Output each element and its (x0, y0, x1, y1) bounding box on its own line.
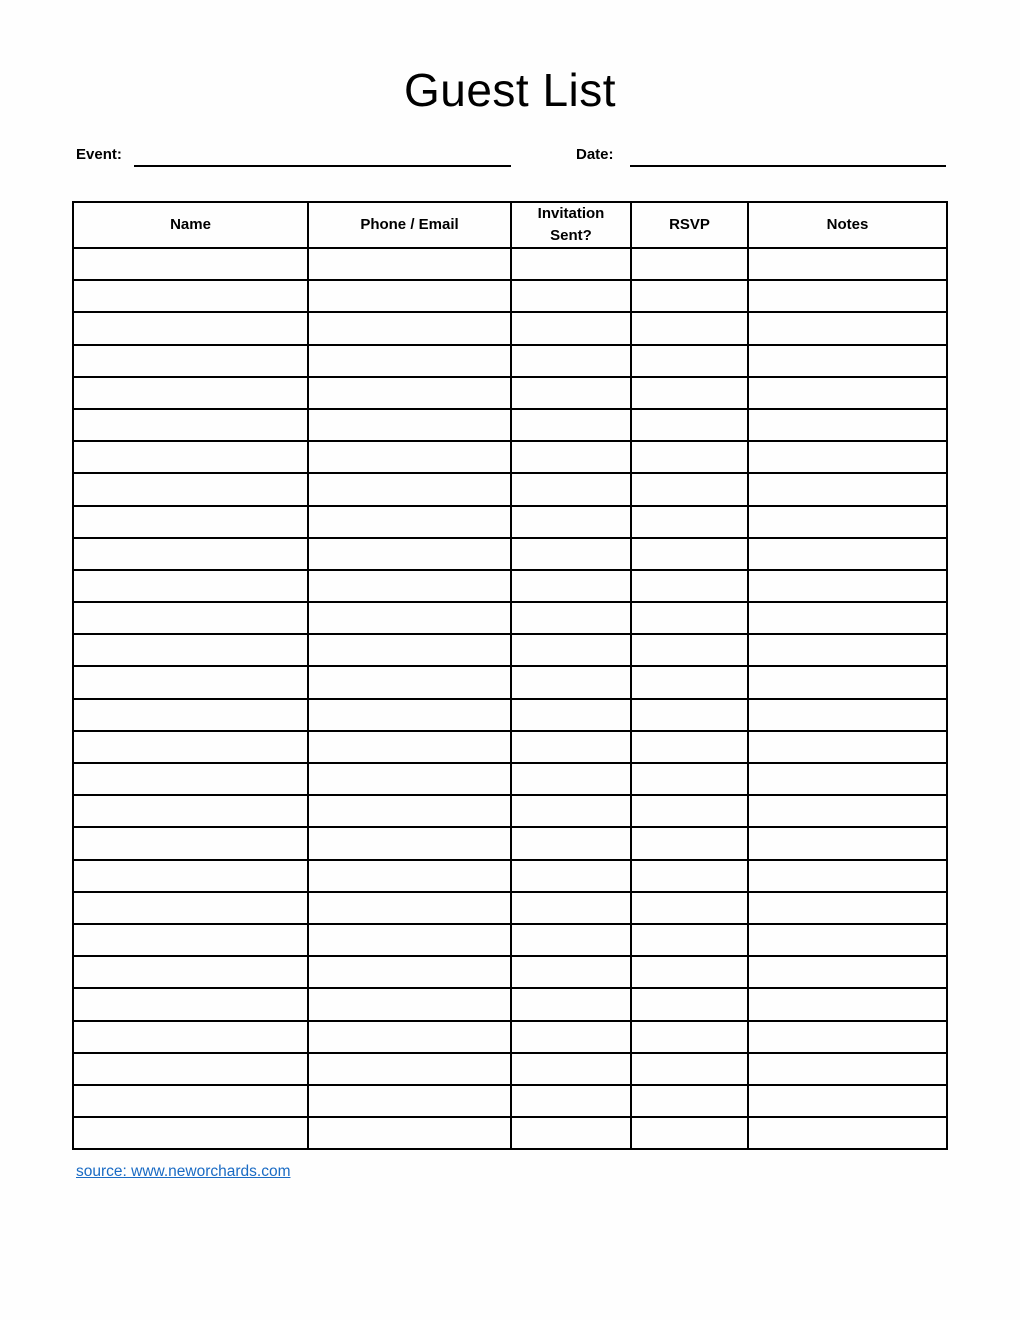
phone-email-cell[interactable] (308, 1021, 511, 1053)
notes-cell[interactable] (748, 1117, 947, 1149)
rsvp-cell[interactable] (631, 1085, 748, 1117)
table-row (73, 988, 947, 1020)
table-row (73, 506, 947, 538)
table-row (73, 1021, 947, 1053)
event-field[interactable] (134, 165, 511, 167)
phone-email-cell[interactable] (308, 409, 511, 441)
notes-cell[interactable] (748, 892, 947, 924)
notes-cell[interactable] (748, 538, 947, 570)
table-row (73, 377, 947, 409)
phone-email-cell[interactable] (308, 538, 511, 570)
phone-email-cell[interactable] (308, 506, 511, 538)
rsvp-cell[interactable] (631, 506, 748, 538)
notes-cell[interactable] (748, 280, 947, 312)
invitation-sent-cell[interactable] (511, 1053, 631, 1085)
name-cell[interactable] (73, 1117, 308, 1149)
phone-email-cell[interactable] (308, 570, 511, 602)
phone-email-cell[interactable] (308, 280, 511, 312)
phone-email-cell[interactable] (308, 699, 511, 731)
phone-email-cell[interactable] (308, 1053, 511, 1085)
rsvp-cell[interactable] (631, 570, 748, 602)
invitation-sent-cell[interactable] (511, 312, 631, 344)
phone-email-cell[interactable] (308, 860, 511, 892)
notes-cell[interactable] (748, 860, 947, 892)
notes-cell[interactable] (748, 473, 947, 505)
rsvp-cell[interactable] (631, 345, 748, 377)
rsvp-cell[interactable] (631, 634, 748, 666)
rsvp-cell[interactable] (631, 280, 748, 312)
table-row (73, 699, 947, 731)
name-cell[interactable] (73, 602, 308, 634)
name-cell[interactable] (73, 280, 308, 312)
table-row (73, 473, 947, 505)
notes-cell[interactable] (748, 345, 947, 377)
invitation-sent-cell[interactable] (511, 280, 631, 312)
name-cell[interactable] (73, 409, 308, 441)
rsvp-cell[interactable] (631, 924, 748, 956)
table-row (73, 1053, 947, 1085)
rsvp-cell[interactable] (631, 248, 748, 280)
rsvp-cell[interactable] (631, 377, 748, 409)
notes-cell[interactable] (748, 731, 947, 763)
rsvp-cell[interactable] (631, 860, 748, 892)
table-row (73, 860, 947, 892)
invitation-sent-cell[interactable] (511, 602, 631, 634)
table-row (73, 666, 947, 698)
date-label: Date: (576, 146, 614, 163)
name-cell[interactable] (73, 506, 308, 538)
notes-cell[interactable] (748, 570, 947, 602)
rsvp-cell[interactable] (631, 731, 748, 763)
phone-email-cell[interactable] (308, 248, 511, 280)
table-row (73, 570, 947, 602)
rsvp-cell[interactable] (631, 956, 748, 988)
notes-cell[interactable] (748, 988, 947, 1020)
name-cell[interactable] (73, 988, 308, 1020)
source-link[interactable]: source: www.neworchards.com (76, 1163, 291, 1180)
rsvp-cell[interactable] (631, 312, 748, 344)
invitation-sent-cell[interactable] (511, 699, 631, 731)
invitation-sent-cell[interactable] (511, 988, 631, 1020)
invitation-sent-cell[interactable] (511, 473, 631, 505)
notes-cell[interactable] (748, 827, 947, 859)
invitation-sent-cell[interactable] (511, 1117, 631, 1149)
table-row (73, 280, 947, 312)
rsvp-cell[interactable] (631, 473, 748, 505)
phone-email-cell[interactable] (308, 1117, 511, 1149)
invitation-sent-cell[interactable] (511, 924, 631, 956)
notes-cell[interactable] (748, 795, 947, 827)
phone-email-cell[interactable] (308, 441, 511, 473)
name-cell[interactable] (73, 441, 308, 473)
table-row (73, 634, 947, 666)
name-cell[interactable] (73, 763, 308, 795)
name-cell[interactable] (73, 956, 308, 988)
notes-cell[interactable] (748, 602, 947, 634)
phone-email-cell[interactable] (308, 956, 511, 988)
phone-email-cell[interactable] (308, 377, 511, 409)
name-cell[interactable] (73, 570, 308, 602)
rsvp-cell[interactable] (631, 1021, 748, 1053)
table-row (73, 731, 947, 763)
invitation-sent-cell[interactable] (511, 827, 631, 859)
table-row (73, 892, 947, 924)
table-row (73, 345, 947, 377)
notes-cell[interactable] (748, 312, 947, 344)
invitation-sent-cell[interactable] (511, 409, 631, 441)
table-row (73, 827, 947, 859)
rsvp-cell[interactable] (631, 988, 748, 1020)
rsvp-cell[interactable] (631, 827, 748, 859)
rsvp-cell[interactable] (631, 538, 748, 570)
invitation-sent-cell[interactable] (511, 795, 631, 827)
phone-email-cell[interactable] (308, 924, 511, 956)
invitation-sent-cell[interactable] (511, 345, 631, 377)
notes-cell[interactable] (748, 506, 947, 538)
notes-cell[interactable] (748, 699, 947, 731)
name-cell[interactable] (73, 1053, 308, 1085)
notes-cell[interactable] (748, 409, 947, 441)
name-cell[interactable] (73, 377, 308, 409)
rsvp-cell[interactable] (631, 763, 748, 795)
date-field[interactable] (630, 165, 946, 167)
invitation-sent-cell[interactable] (511, 506, 631, 538)
invitation-sent-cell[interactable] (511, 538, 631, 570)
notes-cell[interactable] (748, 763, 947, 795)
invitation-sent-cell[interactable] (511, 956, 631, 988)
phone-email-cell[interactable] (308, 988, 511, 1020)
invitation-sent-cell[interactable] (511, 731, 631, 763)
table-row (73, 248, 947, 280)
notes-cell[interactable] (748, 666, 947, 698)
name-cell[interactable] (73, 795, 308, 827)
rsvp-cell[interactable] (631, 699, 748, 731)
phone-email-cell[interactable] (308, 1085, 511, 1117)
invitation-sent-cell[interactable] (511, 1021, 631, 1053)
invitation-sent-cell[interactable] (511, 377, 631, 409)
notes-cell[interactable] (748, 1053, 947, 1085)
notes-cell[interactable] (748, 248, 947, 280)
guest-table (72, 201, 948, 1150)
phone-email-cell[interactable] (308, 731, 511, 763)
rsvp-cell[interactable] (631, 441, 748, 473)
table-row (73, 1085, 947, 1117)
name-cell[interactable] (73, 1085, 308, 1117)
name-cell[interactable] (73, 924, 308, 956)
phone-email-cell[interactable] (308, 666, 511, 698)
column-header-rsvp: RSVP (631, 202, 748, 248)
notes-cell[interactable] (748, 634, 947, 666)
notes-cell[interactable] (748, 924, 947, 956)
name-cell[interactable] (73, 473, 308, 505)
name-cell[interactable] (73, 666, 308, 698)
phone-email-cell[interactable] (308, 795, 511, 827)
table-row (73, 795, 947, 827)
invitation-sent-cell[interactable] (511, 860, 631, 892)
phone-email-cell[interactable] (308, 827, 511, 859)
notes-cell[interactable] (748, 1021, 947, 1053)
column-header-name: Name (73, 202, 308, 248)
column-header-phone-email: Phone / Email (308, 202, 511, 248)
phone-email-cell[interactable] (308, 345, 511, 377)
rsvp-cell[interactable] (631, 409, 748, 441)
phone-email-cell[interactable] (308, 892, 511, 924)
name-cell[interactable] (73, 248, 308, 280)
invitation-sent-cell[interactable] (511, 763, 631, 795)
table-row (73, 538, 947, 570)
table-row (73, 409, 947, 441)
notes-cell[interactable] (748, 441, 947, 473)
column-header-invitation-sent: Invitation Sent? (511, 202, 631, 248)
notes-cell[interactable] (748, 377, 947, 409)
rsvp-cell[interactable] (631, 1117, 748, 1149)
phone-email-cell[interactable] (308, 763, 511, 795)
name-cell[interactable] (73, 634, 308, 666)
name-cell[interactable] (73, 699, 308, 731)
phone-email-cell[interactable] (308, 602, 511, 634)
table-body (73, 248, 947, 1149)
invitation-sent-cell[interactable] (511, 441, 631, 473)
rsvp-cell[interactable] (631, 795, 748, 827)
phone-email-cell[interactable] (308, 312, 511, 344)
name-cell[interactable] (73, 345, 308, 377)
notes-cell[interactable] (748, 956, 947, 988)
name-cell[interactable] (73, 1021, 308, 1053)
name-cell[interactable] (73, 538, 308, 570)
table-row (73, 924, 947, 956)
invitation-sent-cell[interactable] (511, 892, 631, 924)
phone-email-cell[interactable] (308, 473, 511, 505)
table-row (73, 441, 947, 473)
table-header-row (73, 202, 947, 248)
table-row (73, 602, 947, 634)
page-title: Guest List (403, 64, 617, 116)
invitation-sent-cell[interactable] (511, 248, 631, 280)
table-row (73, 312, 947, 344)
phone-email-cell[interactable] (308, 634, 511, 666)
invitation-sent-cell[interactable] (511, 634, 631, 666)
rsvp-cell[interactable] (631, 1053, 748, 1085)
column-header-notes: Notes (748, 202, 947, 248)
event-label: Event: (76, 146, 122, 163)
rsvp-cell[interactable] (631, 602, 748, 634)
rsvp-cell[interactable] (631, 666, 748, 698)
name-cell[interactable] (73, 827, 308, 859)
invitation-sent-cell[interactable] (511, 1085, 631, 1117)
invitation-sent-cell[interactable] (511, 666, 631, 698)
name-cell[interactable] (73, 312, 308, 344)
table-row (73, 763, 947, 795)
name-cell[interactable] (73, 731, 308, 763)
invitation-sent-cell[interactable] (511, 570, 631, 602)
notes-cell[interactable] (748, 1085, 947, 1117)
name-cell[interactable] (73, 860, 308, 892)
rsvp-cell[interactable] (631, 892, 748, 924)
table-row (73, 1117, 947, 1149)
name-cell[interactable] (73, 892, 308, 924)
table-row (73, 956, 947, 988)
